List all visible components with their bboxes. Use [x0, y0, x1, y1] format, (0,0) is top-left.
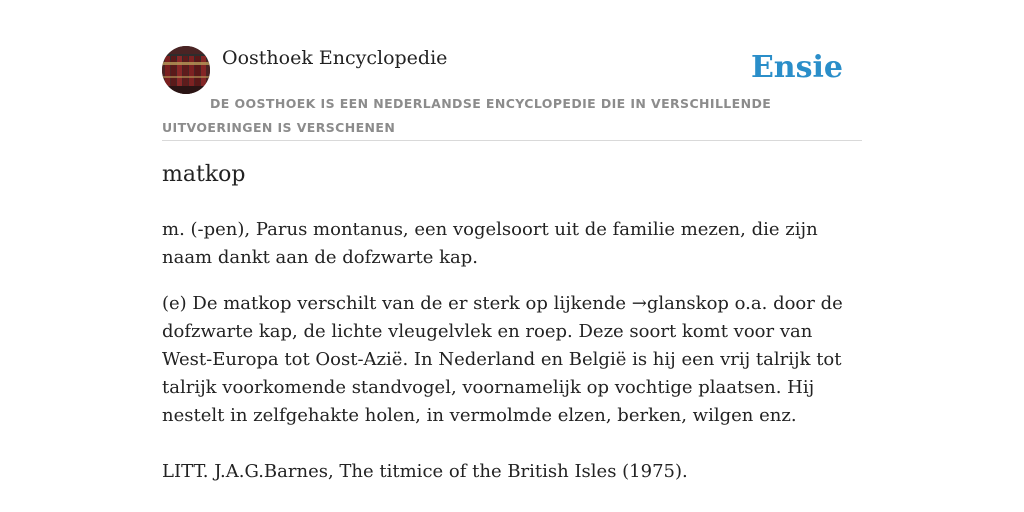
site-tagline: DE OOSTHOEK IS EEN NEDERLANDSE ENCYCLOPEDIE DIE IN VERSCHILLENDE UITVOERINGEN IS VERSCHENEN [162, 96, 772, 135]
entry-definition: m. (-pen), Parus montanus, een vogelsoort uit de familie mezen, die zijn naam dankt aan de dofzwarte kap. [162, 219, 818, 268]
site-title[interactable]: Oosthoek Encyclopedie [222, 47, 448, 69]
description-suffix: o.a. door de dofzwarte kap, de lichte vleugelvlek en roep. Deze soort komt voor van West-Europa tot Oost-Azië. In Nederland en België is hij een vrij talrijk tot talrijk voorkomende standvogel, voornamelijk op vochtige plaatsen. Hij nestelt in zelfgehakte holen, in vermolmde elzen, berken, wilgen enz. [162, 293, 843, 426]
entry-body [162, 216, 862, 486]
brand-logo-link[interactable]: Ensie [750, 50, 843, 85]
page-header [162, 46, 862, 141]
entry-description [162, 290, 862, 430]
cross-reference-link[interactable]: →glanskop [631, 293, 729, 314]
entry-literature: LITT. J.A.G.Barnes, The titmice of the British Isles (1975). [162, 461, 688, 482]
encyclopedia-books-icon[interactable] [162, 46, 210, 94]
entry-title: matkop [162, 162, 246, 187]
description-prefix: (e) De matkop verschilt van de er sterk op lijkende [162, 293, 632, 314]
